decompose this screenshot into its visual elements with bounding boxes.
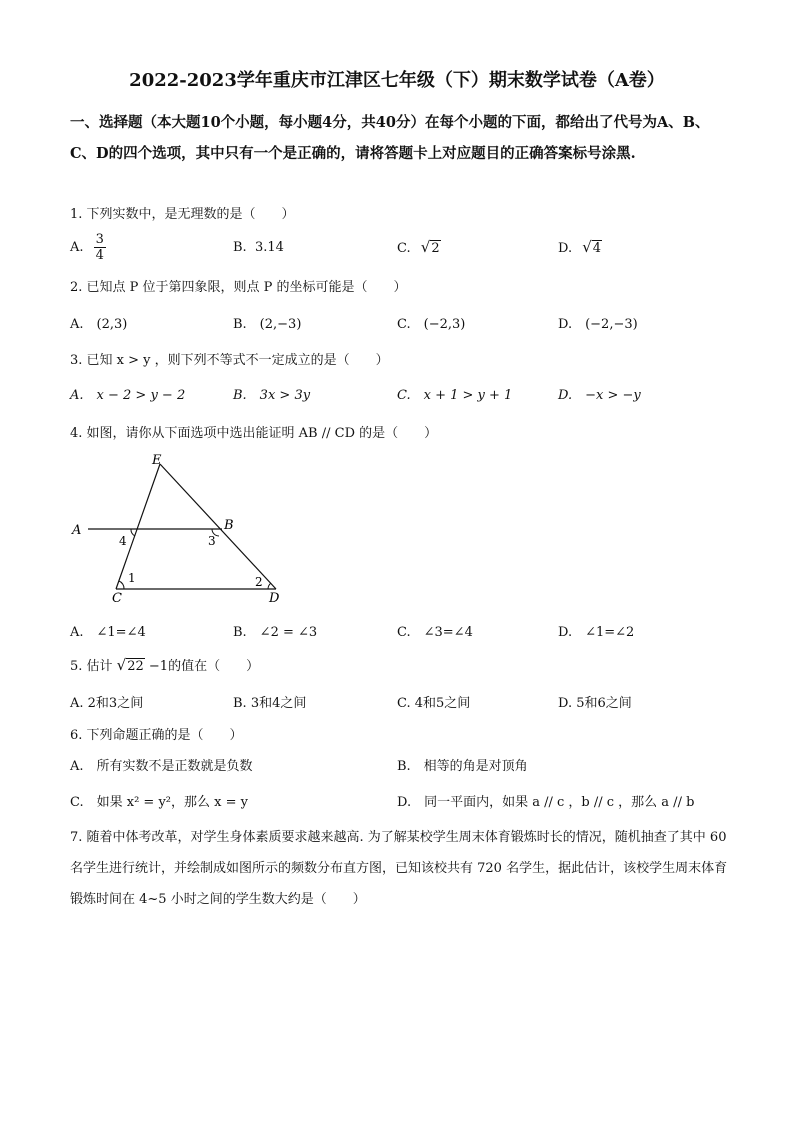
question-4-option-a[interactable]: A. ∠1=∠4 — [70, 625, 146, 640]
label-c: C — [112, 591, 122, 606]
radical-sign: √ — [582, 238, 592, 256]
option-label: B. — [233, 240, 247, 255]
question-4-option-d[interactable]: D. ∠1=∠2 — [558, 625, 635, 640]
question-3-stem: 3. 已知 x > y ，则下列不等式不一定成立的是（ ） — [70, 353, 389, 368]
question-2-option-d[interactable]: D. (−2,−3) — [558, 317, 638, 332]
radical-sign: √ — [420, 238, 431, 256]
question-3-option-b[interactable]: B. 3x > 3y — [233, 388, 311, 403]
line-ed — [160, 464, 276, 589]
page-title: 2022-2023学年重庆市江津区七年级（下）期末数学试卷（A卷） — [129, 70, 665, 91]
question-1-option-b[interactable] — [233, 240, 284, 255]
geometry-figure — [68, 450, 288, 610]
question-3-option-d[interactable]: D. −x > −y — [558, 388, 641, 403]
question-5-option-c[interactable]: C. 4和5之间 — [397, 696, 471, 711]
question-2-option-a[interactable]: A. (2,3) — [70, 317, 128, 332]
option-value: 3.14 — [254, 240, 284, 255]
question-6-option-b[interactable]: B. 相等的角是对顶角 — [397, 759, 528, 774]
angle-1-arc — [119, 581, 124, 589]
numerator: 3 — [95, 232, 104, 247]
radical-sign: √ — [116, 656, 127, 674]
sqrt-expression — [421, 238, 441, 256]
radicand: 22 — [127, 659, 144, 674]
question-1-stem: 1. 下列实数中，是无理数的是（ ） — [70, 207, 295, 222]
question-4-option-c[interactable]: C. ∠3=∠4 — [397, 625, 473, 640]
section-heading: 一、选择题（本大题10个小题，每小题4分，共40分）在每个小题的下面，都给出了代号为A、B、C、D的四个选项，其中只有一个是正确的，请将答题卡上对应题目的正确答案标号涂黑. — [70, 114, 710, 162]
label-angle-3: 3 — [208, 534, 216, 548]
question-6-option-d[interactable]: D. 同一平面内，如果 a // c ，b // c ，那么 a // b — [397, 795, 695, 810]
question-1-option-d[interactable] — [558, 238, 602, 256]
question-5-option-a[interactable]: A. 2和3之间 — [70, 696, 144, 711]
denominator: 4 — [95, 248, 104, 263]
question-4-option-b[interactable]: B. ∠2 = ∠3 — [233, 625, 318, 640]
question-2-stem: 2. 已知点 P 位于第四象限，则点 P 的坐标可能是（ ） — [70, 280, 407, 295]
radicand: 2 — [431, 241, 440, 256]
question-1-option-c[interactable] — [397, 238, 441, 256]
question-5-stem — [70, 655, 259, 674]
question-1-option-a[interactable] — [70, 232, 106, 263]
label-e: E — [152, 453, 162, 468]
sqrt-expression — [582, 238, 602, 256]
question-3-option-a[interactable]: A. x − 2 > y − 2 — [70, 388, 186, 403]
question-7-text: 7. 随着中体考改革，对学生身体素质要求越来越高. 为了解某校学生周末体育锻炼时长的情况，随机抽查了其中 60 名学生进行统计，并绘制成如图所示的频数分布直方图，已知该校共有 720 名学生，据此估计，该校学生周末体育锻炼时间在 4~5 小时之间的学生数大约是（ ） — [70, 830, 728, 907]
option-label: D. — [558, 241, 573, 256]
stem-prefix: 5. 估计 — [70, 659, 117, 674]
question-3-option-c[interactable]: C. x + 1 > y + 1 — [397, 388, 513, 403]
question-5-option-d[interactable]: D. 5和6之间 — [558, 696, 632, 711]
radicand: 4 — [592, 241, 602, 256]
label-angle-4: 4 — [119, 534, 127, 548]
label-d: D — [269, 591, 280, 606]
angle-2-arc — [268, 583, 271, 589]
question-5-option-b[interactable]: B. 3和4之间 — [233, 696, 307, 711]
option-label: C. — [397, 241, 411, 256]
sqrt-expression — [117, 656, 145, 674]
label-b: B — [224, 518, 234, 533]
fraction — [94, 232, 106, 263]
question-6-option-c[interactable]: C. 如果 x² = y²，那么 x = y — [70, 795, 248, 810]
question-6-stem: 6. 下列命题正确的是（ ） — [70, 728, 243, 743]
stem-suffix: −1的值在（ ） — [144, 659, 260, 674]
label-angle-2: 2 — [255, 575, 263, 589]
question-6-option-a[interactable]: A. 所有实数不是正数就是负数 — [70, 759, 253, 774]
label-angle-1: 1 — [128, 571, 136, 585]
line-ec — [116, 464, 160, 589]
label-a: A — [72, 523, 82, 538]
question-2-option-b[interactable]: B. (2,−3) — [233, 317, 302, 332]
question-4-stem: 4. 如图，请你从下面选项中选出能证明 AB // CD 的是（ ） — [70, 426, 438, 441]
option-label: A. — [70, 240, 84, 255]
question-2-option-c[interactable]: C. (−2,3) — [397, 317, 466, 332]
